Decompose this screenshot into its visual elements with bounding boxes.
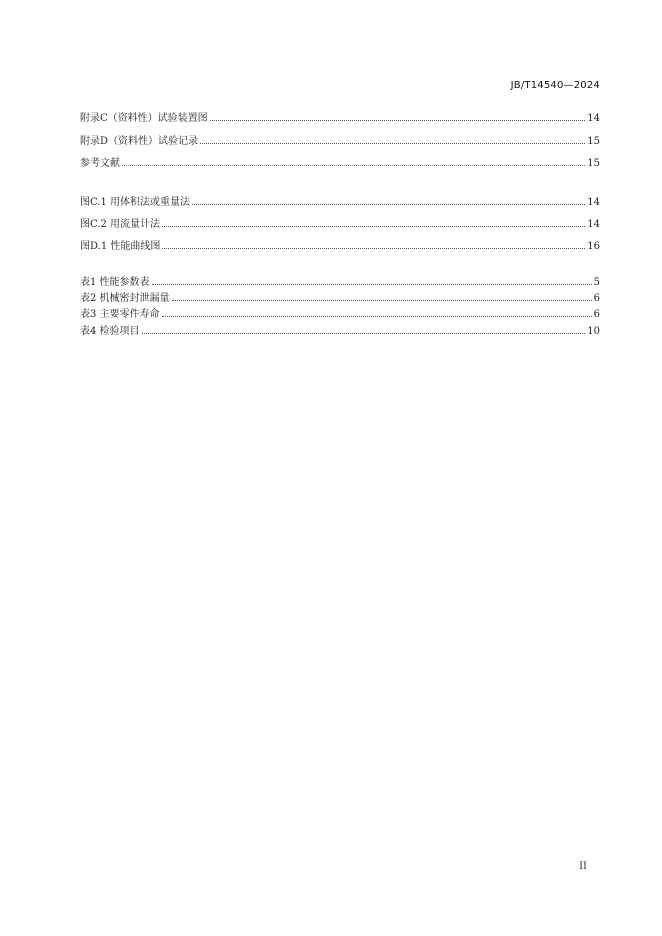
toc-entry-page: 6 — [593, 293, 600, 304]
toc-entry-page: 14 — [587, 113, 600, 124]
toc-entry-title: 图C.1 用体积法或重量法 — [80, 197, 191, 208]
toc-entry-figure-c2[interactable] — [80, 218, 600, 230]
toc-entry-table-4[interactable] — [80, 325, 600, 337]
toc-entry-title: 图D.1 性能曲线图 — [80, 241, 161, 252]
toc-entry-title: 附录C（资料性）试验装置图 — [80, 113, 208, 124]
toc-entry-figure-c1[interactable] — [80, 196, 600, 208]
toc-dot-leader — [210, 112, 586, 121]
toc-entry-references[interactable] — [80, 157, 600, 169]
toc-dot-leader — [162, 240, 585, 249]
toc-entry-page: 15 — [587, 158, 600, 169]
toc-entry-appendix-d[interactable] — [80, 135, 600, 147]
toc-dot-leader — [122, 157, 585, 166]
toc-entry-page: 10 — [587, 326, 600, 337]
toc-entry-page: 14 — [587, 197, 600, 208]
standard-number: JB/T14540—2024 — [510, 80, 600, 91]
toc-entry-table-2[interactable] — [80, 292, 600, 304]
toc-entry-page: 5 — [593, 277, 600, 288]
toc-entry-figure-d1[interactable] — [80, 240, 600, 252]
toc-dot-leader — [162, 308, 592, 317]
toc-entry-page: 14 — [587, 219, 600, 230]
page-number: II — [579, 861, 587, 872]
toc-entry-table-3[interactable] — [80, 308, 600, 320]
toc-dot-leader — [162, 218, 585, 227]
toc-entry-page: 16 — [587, 241, 600, 252]
toc-entry-title: 参考文献 — [80, 158, 120, 169]
toc-entry-title: 表1 性能参数表 — [80, 277, 150, 288]
toc-entry-title: 表3 主要零件寿命 — [80, 309, 160, 320]
toc-dot-leader — [152, 276, 592, 285]
toc-dot-leader — [200, 135, 585, 144]
toc-dot-leader — [142, 325, 586, 334]
toc-entry-title: 表4 检验项目 — [80, 326, 140, 337]
toc-entry-title: 图C.2 用流量计法 — [80, 219, 161, 230]
toc-dot-leader — [192, 196, 585, 205]
toc-dot-leader — [172, 292, 592, 301]
toc-entry-title: 附录D（资料性）试验记录 — [80, 136, 199, 147]
toc-entry-page: 6 — [593, 309, 600, 320]
toc-entry-title: 表2 机械密封泄漏量 — [80, 293, 170, 304]
toc-entry-page: 15 — [587, 136, 600, 147]
toc-entry-table-1[interactable] — [80, 276, 600, 288]
toc-entry-appendix-c[interactable] — [80, 112, 600, 124]
